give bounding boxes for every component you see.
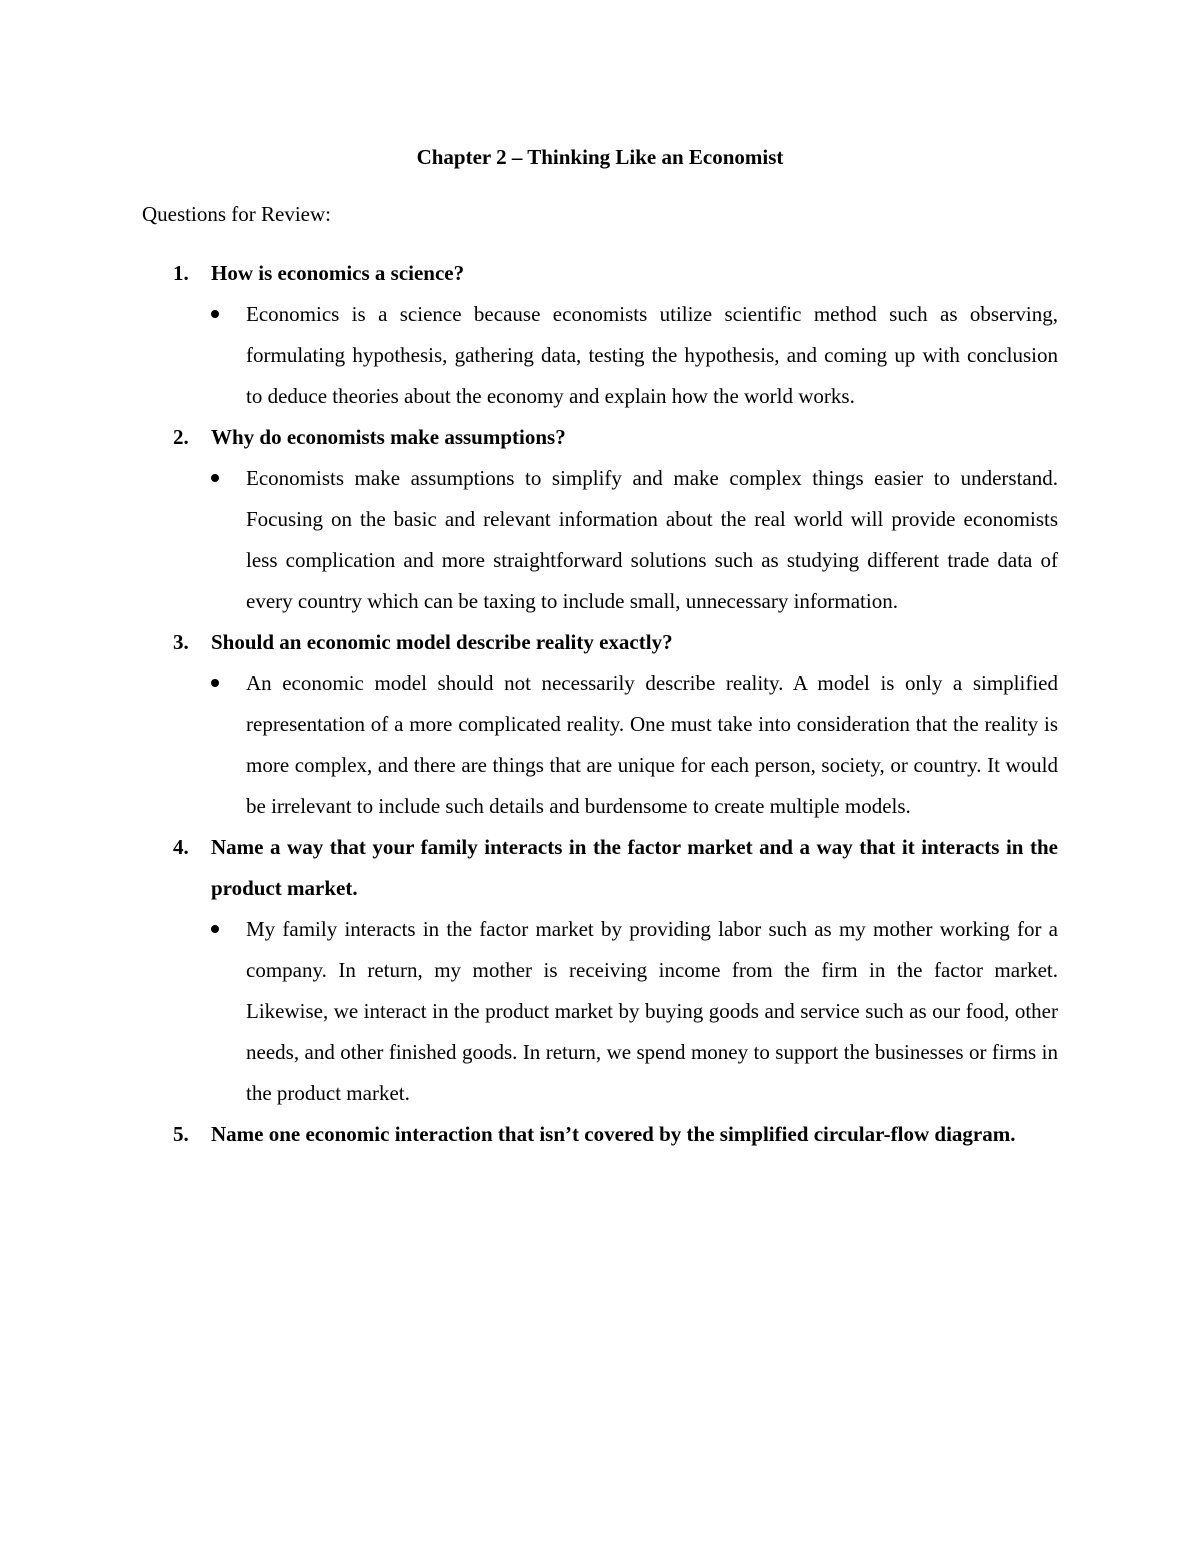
answer-text: An economic model should not necessarily describe reality. A model is only a simplified representation of a more complicated reality. One must take into consideration that the reality is more complex, and there are things that are unique for each person, society, or country. It would be irrelevant to include such details and burdensome to create multiple models. xyxy=(246,671,1058,818)
answer-text: Economics is a science because economists utilize scientific method such as observing, formulating hypothesis, gathering data, testing the hypothesis, and coming up with conclusion to deduce theories about the economy and explain how the world works. xyxy=(246,302,1058,408)
answer-4 xyxy=(0,909,1200,1114)
bullet-icon xyxy=(211,310,219,318)
answer-text: Economists make assumptions to simplify and make complex things easier to understand. Focusing on the basic and relevant information about the real world will provide economists less complication and more straightforward solutions such as studying different trade data of every country which can be taxing to include small, unnecessary information. xyxy=(246,466,1058,613)
question-text: Why do economists make assumptions? xyxy=(211,425,566,449)
question-number: 3. xyxy=(173,630,189,654)
page-title: Chapter 2 – Thinking Like an Economist xyxy=(416,145,784,169)
answer-3 xyxy=(0,663,1200,827)
question-text: Should an economic model describe reality exactly? xyxy=(211,630,673,654)
question-3 xyxy=(0,622,1200,663)
answer-1 xyxy=(0,294,1200,417)
question-4 xyxy=(0,827,1200,909)
answer-2 xyxy=(0,458,1200,622)
question-number: 5. xyxy=(173,1122,189,1146)
question-number: 4. xyxy=(173,835,189,859)
answer-text: My family interacts in the factor market by providing labor such as my mother working for a company. In return, my mother is receiving income from the firm in the factor market. Likewise, we interact in the product market by buying goods and service such as our food, other needs, and other finished goods. In return, we spend money to support the businesses or firms in the product market. xyxy=(246,917,1058,1105)
question-text: Name a way that your family interacts in the factor market and a way that it interacts in the product market. xyxy=(211,835,1058,900)
question-5 xyxy=(0,1114,1200,1155)
section-intro: Questions for Review: xyxy=(142,202,331,226)
bullet-icon xyxy=(211,474,219,482)
question-2 xyxy=(0,417,1200,458)
question-number: 2. xyxy=(173,425,189,449)
question-number: 1. xyxy=(173,261,189,285)
question-list xyxy=(0,253,1200,1155)
bullet-icon xyxy=(211,679,219,687)
question-text: Name one economic interaction that isn’t covered by the simplified circular-flow diagram. xyxy=(211,1122,1016,1146)
question-text: How is economics a science? xyxy=(211,261,465,285)
bullet-icon xyxy=(211,925,219,933)
question-1 xyxy=(0,253,1200,294)
